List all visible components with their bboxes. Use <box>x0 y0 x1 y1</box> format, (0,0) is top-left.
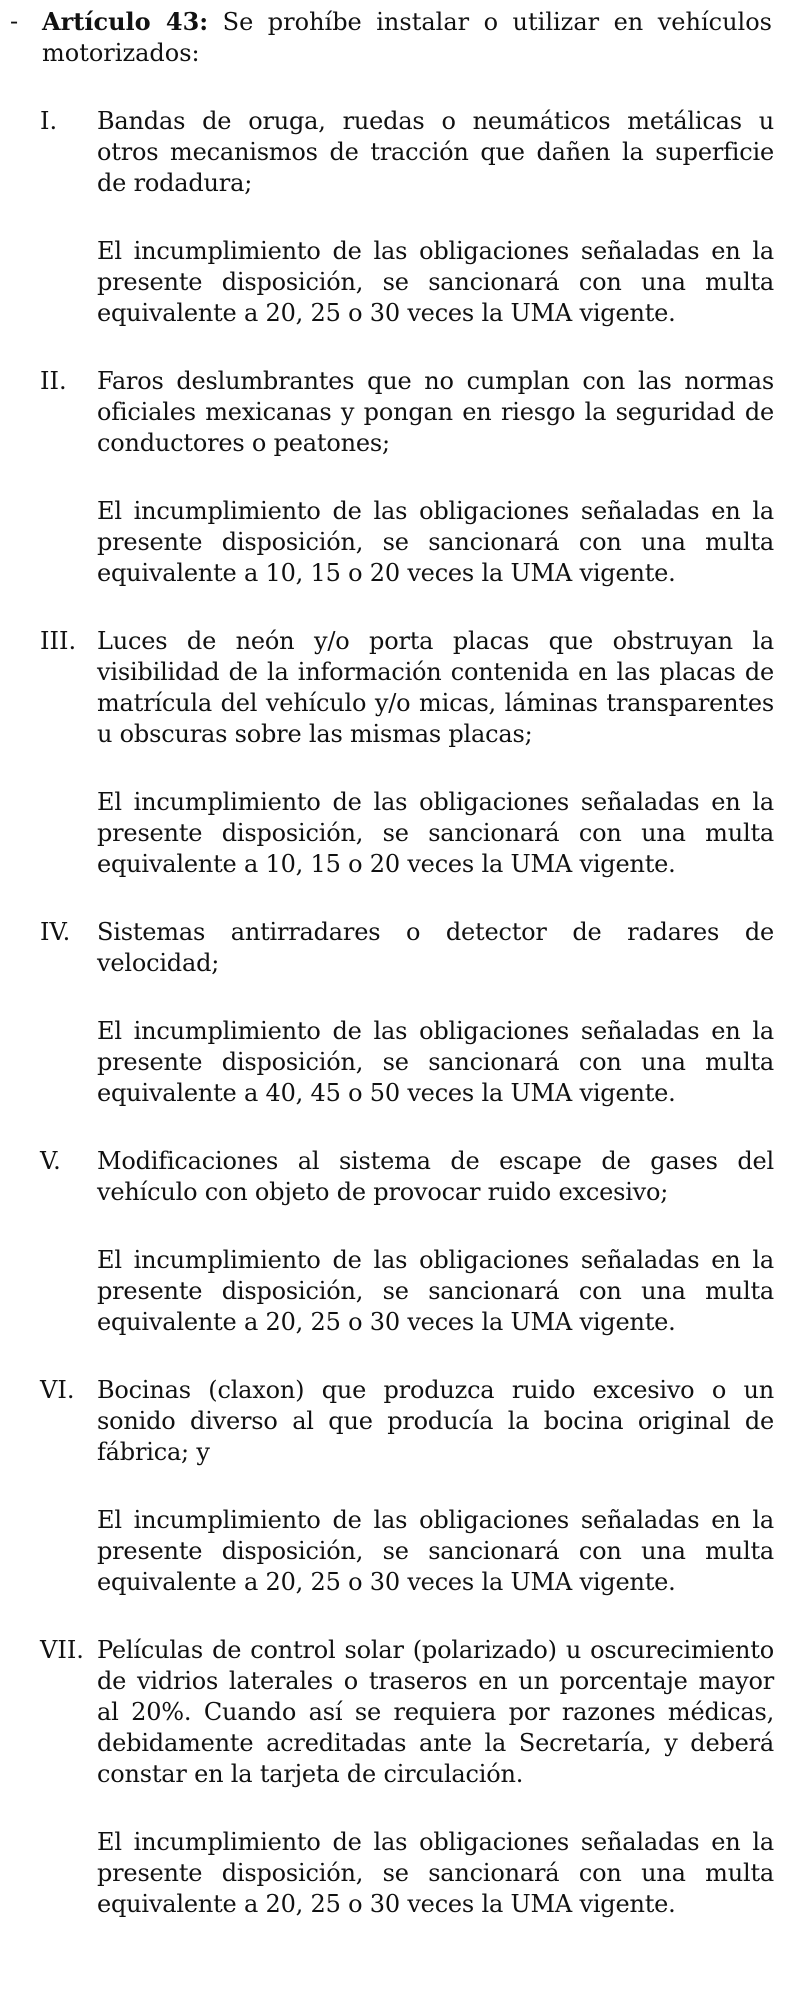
item-sanction: El incumplimiento de las obligaciones señaladas en la presente disposición, se sancionará con una multa equivalente a 20, 25 o 30 veces la UMA vigente. <box>97 1506 774 1596</box>
item-numeral: I. <box>40 107 58 135</box>
item-sanction: El incumplimiento de las obligaciones señaladas en la presente disposición, se sancionará con una multa equivalente a 20, 25 o 30 veces la UMA vigente. <box>97 1246 774 1336</box>
article-intro: Se prohíbe instalar o utilizar en vehículos motorizados: <box>42 8 772 67</box>
list-item <box>0 366 786 589</box>
list-item <box>0 1375 786 1598</box>
item-numeral: IV. <box>40 918 71 946</box>
item-numeral: VI. <box>40 1376 75 1404</box>
item-description: Faros deslumbrantes que no cumplan con las normas oficiales mexicanas y pongan en riesgo la seguridad de conductores o peatones; <box>97 367 774 457</box>
article-title: Artículo 43: <box>42 7 209 36</box>
list-item <box>0 626 786 880</box>
item-numeral: II. <box>40 367 67 395</box>
item-numeral: III. <box>40 627 77 655</box>
item-sanction: El incumplimiento de las obligaciones señaladas en la presente disposición, se sancionará con una multa equivalente a 10, 15 o 20 veces la UMA vigente. <box>97 788 774 878</box>
item-description: Películas de control solar (polarizado) u oscurecimiento de vidrios laterales o traseros en un porcentaje mayor al 20%. Cuando así se requiera por razones médicas, debidamente acreditadas ante la Secretaría, y deberá constar en la tarjeta de circulación. <box>97 1636 774 1788</box>
item-description: Bocinas (claxon) que produzca ruido excesivo o un sonido diverso al que producía la bocina original de fábrica; y <box>97 1376 774 1466</box>
item-description: Modificaciones al sistema de escape de gases del vehículo con objeto de provocar ruido excesivo; <box>97 1147 774 1206</box>
item-description: Bandas de oruga, ruedas o neumáticos metálicas u otros mecanismos de tracción que dañen la superficie de rodadura; <box>97 107 774 197</box>
list-item <box>0 1146 786 1338</box>
item-sanction: El incumplimiento de las obligaciones señaladas en la presente disposición, se sancionará con una multa equivalente a 20, 25 o 30 veces la UMA vigente. <box>97 237 774 327</box>
item-sanction: El incumplimiento de las obligaciones señaladas en la presente disposición, se sancionará con una multa equivalente a 40, 45 o 50 veces la UMA vigente. <box>97 1017 774 1107</box>
item-description: Luces de neón y/o porta placas que obstruyan la visibilidad de la información contenida en las placas de matrícula del vehículo y/o micas, láminas transparentes u obscuras sobre las mismas placas; <box>97 627 774 748</box>
document <box>0 6 786 1920</box>
list-dash: - <box>10 7 19 35</box>
item-description: Sistemas antirradares o detector de radares de velocidad; <box>97 918 774 977</box>
list-item <box>0 917 786 1109</box>
list-item <box>0 1635 786 1920</box>
article-header <box>0 6 772 69</box>
item-numeral: VII. <box>40 1636 84 1664</box>
item-sanction: El incumplimiento de las obligaciones señaladas en la presente disposición, se sancionará con una multa equivalente a 20, 25 o 30 veces la UMA vigente. <box>97 1828 774 1918</box>
item-sanction: El incumplimiento de las obligaciones señaladas en la presente disposición, se sancionará con una multa equivalente a 10, 15 o 20 veces la UMA vigente. <box>97 497 774 587</box>
item-numeral: V. <box>40 1147 61 1175</box>
list-item <box>0 106 786 329</box>
